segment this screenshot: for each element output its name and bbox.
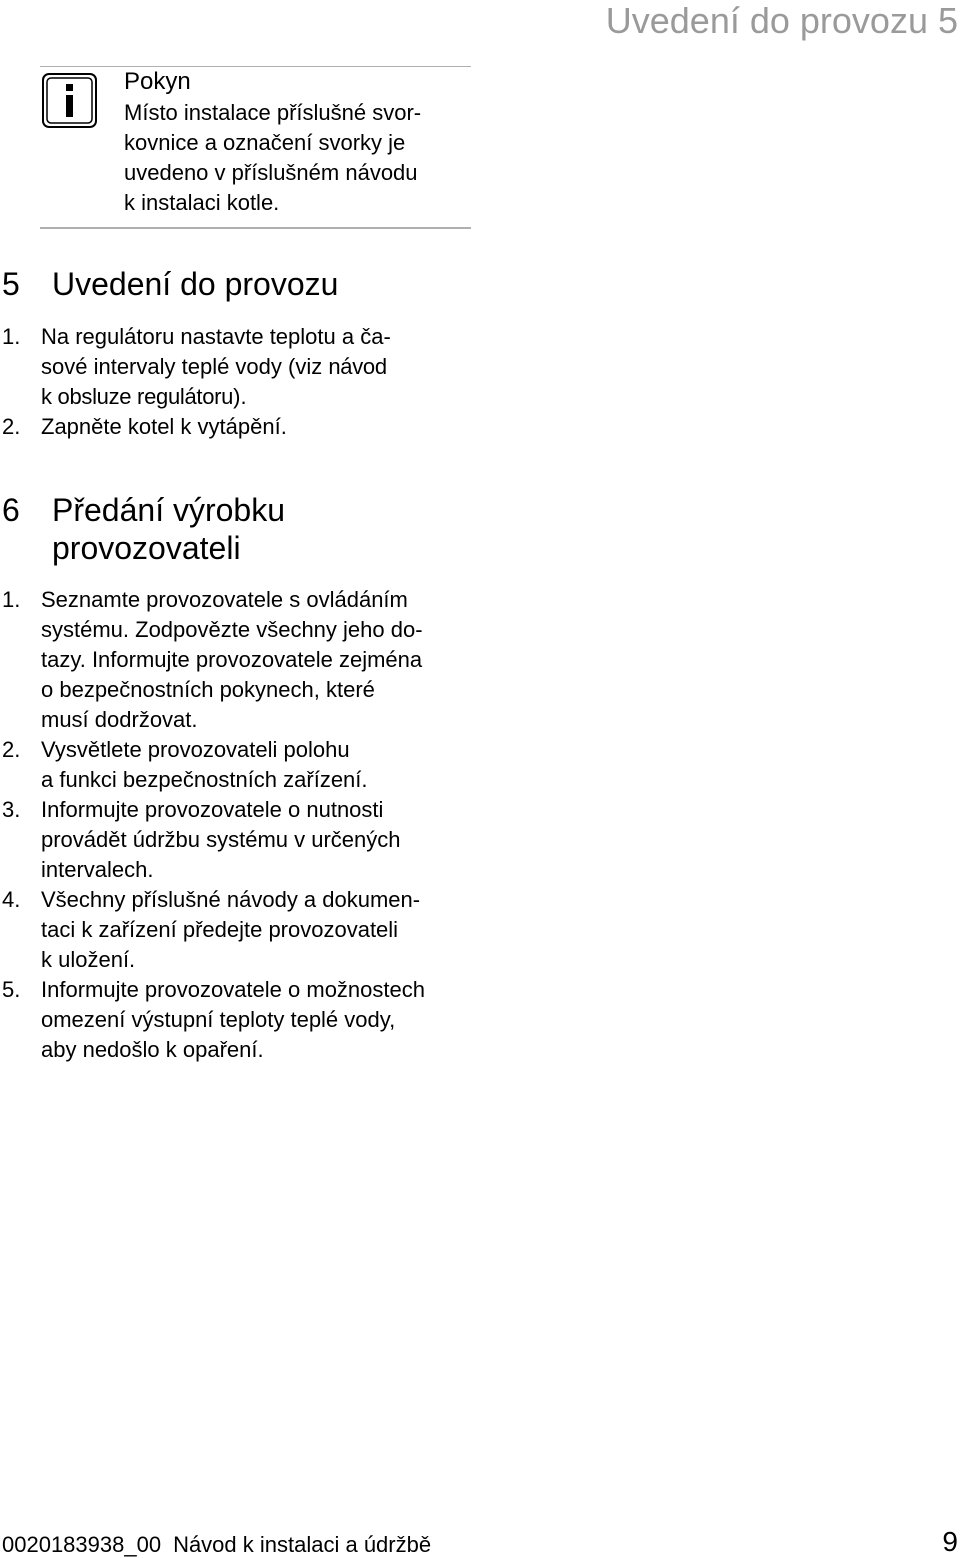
manual-link[interactable]: návod [328,354,387,379]
doc-title: Návod k instalaci a údržbě [173,1532,432,1557]
step-text: ). [233,384,247,409]
running-header: Uvedení do provozu 5 [605,0,958,41]
list-item [0,735,480,795]
note-line: kovnice a označení svorky je [124,130,406,155]
list-item [0,412,480,442]
step-line: Vysvětlete provozovateli polohu [41,737,350,762]
note-bottom-divider [40,227,471,229]
step-line: k uložení. [41,947,136,972]
note-top-divider [40,66,471,67]
step-line: Informujte provozovatele o nutnosti [41,797,384,822]
step-line: Na regulátoru nastavte teplotu a ča- [41,324,391,349]
step-number: 4. [2,887,21,912]
step-line: taci k zařízení předejte provozovateli [41,917,399,942]
section-6-heading [2,491,285,567]
step-line: a funkci bezpečnostních zařízení. [41,767,368,792]
step-line: intervalech. [41,857,154,882]
doc-number: 0020183938_00 [2,1532,162,1557]
section-title: provozovateli [52,530,241,566]
step-number: 3. [2,797,21,822]
step-line: omezení výstupní teploty teplé vody, [41,1007,396,1032]
list-item [0,585,480,735]
step-line [41,382,480,412]
note-line: uvedeno v příslušném návodu [124,160,418,185]
step-number: 1. [2,324,21,349]
step-number: 2. [2,414,21,439]
manual-link[interactable]: k obsluze regulátoru [41,384,234,409]
list-item [0,795,480,885]
step-text: sové intervaly teplé vody (viz [41,354,329,379]
note-line: k instalaci kotle. [124,190,280,215]
step-line: Informujte provozovatele o možnostech [41,977,425,1002]
step-number: 2. [2,737,21,762]
step-line: tazy. Informujte provozovatele zejména [41,647,423,672]
info-icon [42,73,97,128]
step-line: Zapněte kotel k vytápění. [41,414,287,439]
step-number: 5. [2,977,21,1002]
step-line: musí dodržovat. [41,707,198,732]
section-5-heading [2,265,338,303]
page-number: 9 [942,1526,958,1557]
step-line: o bezpečnostních pokynech, které [41,677,375,702]
step-line: systému. Zodpovězte všechny jeho do- [41,617,423,642]
footer [2,1532,431,1558]
step-line: provádět údržbu systému v určených [41,827,401,852]
list-item [0,322,480,412]
step-line [41,352,480,382]
list-item [0,975,480,1065]
note-line: Místo instalace příslušné svor- [124,100,422,125]
section-number: 5 [2,266,20,302]
note-text [124,98,469,218]
section-6-steps [0,585,480,1065]
section-5-steps [0,322,480,442]
step-line: Všechny příslušné návody a dokumen- [41,887,421,912]
section-title: Předání výrobku [52,492,286,528]
note-title: Pokyn [124,68,191,95]
note-box [40,66,471,229]
section-number: 6 [2,492,20,528]
step-line: Seznamte provozovatele s ovládáním [41,587,408,612]
step-line: aby nedošlo k opaření. [41,1037,264,1062]
list-item [0,885,480,975]
step-number: 1. [2,587,21,612]
section-title: Uvedení do provozu [52,266,339,302]
